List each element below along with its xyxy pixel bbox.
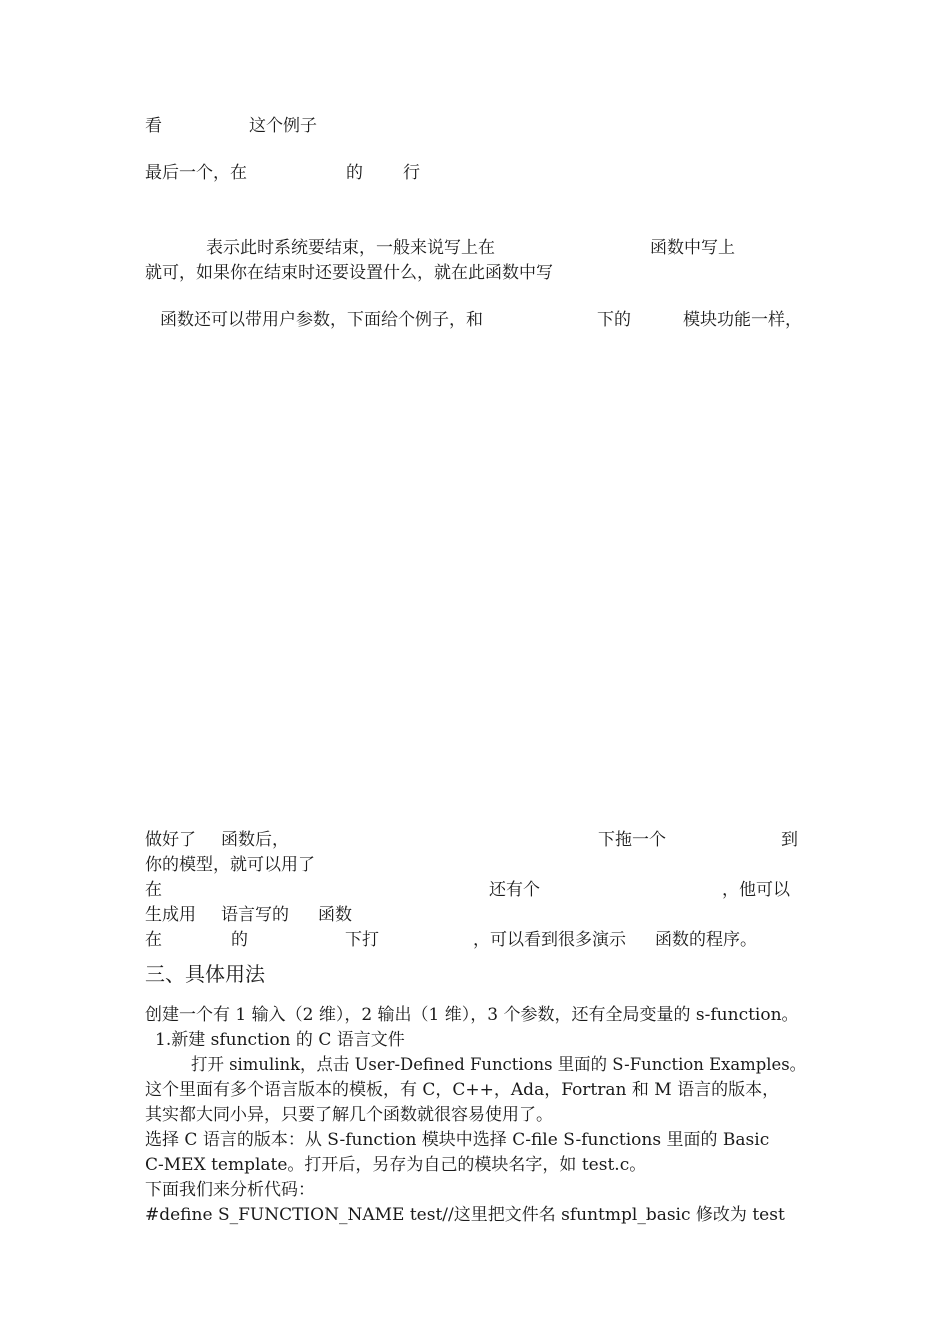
- text-fragment: 语言写的: [221, 905, 289, 925]
- text-fragment: 看: [145, 116, 162, 136]
- text-fragment: 函数: [318, 905, 352, 925]
- text-fragment: 就可，如果你在结束时还要设置什么，就在此函数中写: [145, 263, 553, 283]
- text-fragment: ，可以看到很多演示: [473, 930, 626, 950]
- body-line: 下面我们来分析代码：: [145, 1180, 315, 1200]
- text-fragment: 表示此时系统要结束，一般来说写上在: [206, 238, 495, 258]
- text-fragment: 生成用: [145, 905, 196, 925]
- text-fragment: 下拖一个: [598, 830, 666, 850]
- text-fragment: 你的模型，就可以用了: [145, 855, 315, 875]
- text-fragment: 下的: [597, 310, 631, 330]
- text-fragment: 的: [346, 163, 363, 183]
- section-heading: 三、具体用法: [145, 962, 265, 986]
- text-fragment: 最后一个，在: [145, 163, 247, 183]
- text-fragment: 做好了: [145, 830, 196, 850]
- text-fragment: 下打: [345, 930, 379, 950]
- text-fragment: ，他可以: [722, 880, 790, 900]
- text-fragment: 在: [145, 880, 162, 900]
- text-fragment: 行: [403, 163, 420, 183]
- text-fragment: 这个例子: [249, 116, 317, 136]
- body-line: 1.新建 sfunction 的 C 语言文件: [155, 1030, 405, 1050]
- text-fragment: 到: [781, 830, 798, 850]
- text-fragment: 函数中写上: [650, 238, 735, 258]
- body-line: 其实都大同小异，只要了解几个函数就很容易使用了。: [145, 1105, 553, 1125]
- body-line: 这个里面有多个语言版本的模板，有 C，C++，Ada，Fortran 和 M 语言的版本，: [145, 1080, 780, 1100]
- text-fragment: 还有个: [489, 880, 540, 900]
- body-line: 打开 simulink，点击 User-Defined Functions 里面的 S-Function Examples。: [191, 1055, 807, 1075]
- code-line: #define S_FUNCTION_NAME test//这里把文件名 sfuntmpl_basic 修改为 test: [145, 1205, 785, 1225]
- text-fragment: 函数后，: [221, 830, 289, 850]
- text-fragment: 在: [145, 930, 162, 950]
- text-fragment: 的: [231, 930, 248, 950]
- body-line: 选择 C 语言的版本：从 S-function 模块中选择 C-file S-functions 里面的 Basic: [145, 1130, 770, 1150]
- body-line: 创建一个有 1 输入（2 维），2 输出（1 维），3 个参数，还有全局变量的 s-function。: [145, 1005, 799, 1025]
- text-fragment: 模块功能一样，: [683, 310, 802, 330]
- text-fragment: 函数还可以带用户参数，下面给个例子，和: [160, 310, 483, 330]
- text-fragment: 函数的程序。: [655, 930, 757, 950]
- body-line: C-MEX template。打开后，另存为自己的模块名字，如 test.c。: [145, 1155, 647, 1175]
